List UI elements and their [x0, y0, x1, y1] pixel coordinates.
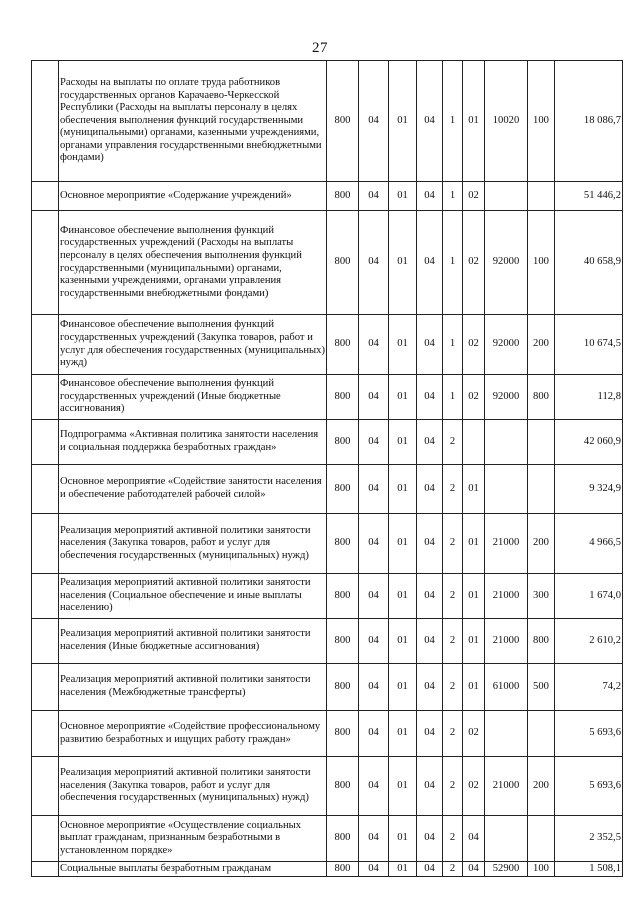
subprogram-code: 2 — [443, 816, 463, 862]
table-row — [32, 757, 623, 816]
expense-type-code: 800 — [528, 375, 555, 420]
activity-code: 01 — [463, 514, 485, 574]
subsection-code: 01 — [389, 574, 417, 619]
program-code: 04 — [417, 211, 443, 315]
activity-code — [463, 420, 485, 465]
subsection-code: 01 — [389, 211, 417, 315]
blank-cell — [32, 420, 59, 465]
grbs-code: 800 — [327, 711, 359, 757]
program-code: 04 — [417, 816, 443, 862]
subsection-code: 01 — [389, 757, 417, 816]
amount: 1 674,0 — [555, 574, 623, 619]
table-row — [32, 375, 623, 420]
blank-cell — [32, 182, 59, 211]
subsection-code: 01 — [389, 711, 417, 757]
direction-code: 92000 — [485, 375, 528, 420]
direction-code — [485, 182, 528, 211]
table-row — [32, 465, 623, 514]
expense-type-code: 800 — [528, 619, 555, 664]
subprogram-code: 2 — [443, 711, 463, 757]
expense-type-code: 500 — [528, 664, 555, 711]
subprogram-code: 2 — [443, 862, 463, 877]
program-code: 04 — [417, 61, 443, 182]
subsection-code: 01 — [389, 375, 417, 420]
subprogram-code: 1 — [443, 211, 463, 315]
program-code: 04 — [417, 375, 443, 420]
amount: 10 674,5 — [555, 315, 623, 375]
section-code: 04 — [359, 420, 389, 465]
table-row — [32, 182, 623, 211]
subsection-code: 01 — [389, 420, 417, 465]
direction-code — [485, 465, 528, 514]
direction-code — [485, 711, 528, 757]
row-name: Основное мероприятие «Содержание учреждений» — [59, 182, 327, 211]
section-code: 04 — [359, 375, 389, 420]
subprogram-code: 2 — [443, 514, 463, 574]
amount: 18 086,7 — [555, 61, 623, 182]
section-code: 04 — [359, 619, 389, 664]
direction-code — [485, 420, 528, 465]
activity-code: 02 — [463, 211, 485, 315]
row-name: Реализация мероприятий активной политики занятости населения (Межбюджетные трансферты) — [59, 664, 327, 711]
section-code: 04 — [359, 862, 389, 877]
expense-type-code — [528, 816, 555, 862]
row-name: Расходы на выплаты по оплате труда работников государственных органов Карачаево-Черкесской Республики (Расходы на выплаты персоналу в целях обеспечения выполнения функций государственными (муниципальными) органами, казенными учреждениями, органами управления государственными внебюджетными фондами) — [59, 61, 327, 182]
section-code: 04 — [359, 182, 389, 211]
amount: 2 610,2 — [555, 619, 623, 664]
row-name: Реализация мероприятий активной политики занятости населения (Иные бюджетные ассигнования) — [59, 619, 327, 664]
section-code: 04 — [359, 574, 389, 619]
section-code: 04 — [359, 61, 389, 182]
row-name: Финансовое обеспечение выполнения функций государственных учреждений (Иные бюджетные ассигнования) — [59, 375, 327, 420]
subsection-code: 01 — [389, 816, 417, 862]
grbs-code: 800 — [327, 182, 359, 211]
row-name: Реализация мероприятий активной политики занятости населения (Закупка товаров, работ и услуг для обеспечения государственных (муниципальных) нужд) — [59, 514, 327, 574]
activity-code: 02 — [463, 375, 485, 420]
table-row — [32, 61, 623, 182]
blank-cell — [32, 664, 59, 711]
activity-code: 01 — [463, 61, 485, 182]
expense-type-code — [528, 711, 555, 757]
row-name: Подпрограмма «Активная политика занятости населения и социальная поддержка безработных граждан» — [59, 420, 327, 465]
grbs-code: 800 — [327, 816, 359, 862]
grbs-code: 800 — [327, 465, 359, 514]
table-row — [32, 816, 623, 862]
section-code: 04 — [359, 465, 389, 514]
blank-cell — [32, 375, 59, 420]
direction-code: 10020 — [485, 61, 528, 182]
activity-code: 04 — [463, 862, 485, 877]
direction-code: 92000 — [485, 315, 528, 375]
amount: 112,8 — [555, 375, 623, 420]
subsection-code: 01 — [389, 664, 417, 711]
expense-type-code: 100 — [528, 61, 555, 182]
blank-cell — [32, 315, 59, 375]
blank-cell — [32, 757, 59, 816]
direction-code: 52900 — [485, 862, 528, 877]
expense-type-code — [528, 420, 555, 465]
row-name: Социальные выплаты безработным гражданам — [59, 862, 327, 877]
section-code: 04 — [359, 757, 389, 816]
grbs-code: 800 — [327, 619, 359, 664]
amount: 4 966,5 — [555, 514, 623, 574]
activity-code: 02 — [463, 711, 485, 757]
subsection-code: 01 — [389, 619, 417, 664]
table-row — [32, 514, 623, 574]
subsection-code: 01 — [389, 182, 417, 211]
grbs-code: 800 — [327, 757, 359, 816]
activity-code: 02 — [463, 757, 485, 816]
amount: 9 324,9 — [555, 465, 623, 514]
grbs-code: 800 — [327, 375, 359, 420]
budget-table — [31, 60, 623, 877]
section-code: 04 — [359, 211, 389, 315]
direction-code — [485, 816, 528, 862]
blank-cell — [32, 514, 59, 574]
program-code: 04 — [417, 862, 443, 877]
subprogram-code: 2 — [443, 465, 463, 514]
blank-cell — [32, 816, 59, 862]
expense-type-code: 200 — [528, 315, 555, 375]
blank-cell — [32, 862, 59, 877]
blank-cell — [32, 61, 59, 182]
blank-cell — [32, 574, 59, 619]
subprogram-code: 2 — [443, 664, 463, 711]
subprogram-code: 2 — [443, 619, 463, 664]
program-code: 04 — [417, 420, 443, 465]
row-name: Реализация мероприятий активной политики занятости населения (Социальное обеспечение и иные выплаты населению) — [59, 574, 327, 619]
section-code: 04 — [359, 514, 389, 574]
grbs-code: 800 — [327, 574, 359, 619]
expense-type-code — [528, 182, 555, 211]
table-row — [32, 420, 623, 465]
subprogram-code: 1 — [443, 61, 463, 182]
subsection-code: 01 — [389, 514, 417, 574]
section-code: 04 — [359, 664, 389, 711]
expense-type-code: 300 — [528, 574, 555, 619]
direction-code: 21000 — [485, 574, 528, 619]
subprogram-code: 1 — [443, 375, 463, 420]
program-code: 04 — [417, 315, 443, 375]
subsection-code: 01 — [389, 465, 417, 514]
program-code: 04 — [417, 465, 443, 514]
grbs-code: 800 — [327, 862, 359, 877]
table-row — [32, 862, 623, 877]
direction-code: 92000 — [485, 211, 528, 315]
program-code: 04 — [417, 664, 443, 711]
expense-type-code: 100 — [528, 862, 555, 877]
activity-code: 01 — [463, 664, 485, 711]
amount: 1 508,1 — [555, 862, 623, 877]
activity-code: 01 — [463, 574, 485, 619]
program-code: 04 — [417, 711, 443, 757]
blank-cell — [32, 211, 59, 315]
amount: 5 693,6 — [555, 757, 623, 816]
grbs-code: 800 — [327, 315, 359, 375]
program-code: 04 — [417, 757, 443, 816]
table-row — [32, 211, 623, 315]
expense-type-code: 200 — [528, 514, 555, 574]
activity-code: 01 — [463, 465, 485, 514]
subprogram-code: 2 — [443, 757, 463, 816]
section-code: 04 — [359, 816, 389, 862]
expense-type-code: 200 — [528, 757, 555, 816]
table-row — [32, 711, 623, 757]
direction-code: 61000 — [485, 664, 528, 711]
subprogram-code: 2 — [443, 574, 463, 619]
subsection-code: 01 — [389, 315, 417, 375]
grbs-code: 800 — [327, 664, 359, 711]
direction-code: 21000 — [485, 619, 528, 664]
table-row — [32, 664, 623, 711]
subprogram-code: 1 — [443, 182, 463, 211]
amount: 51 446,2 — [555, 182, 623, 211]
section-code: 04 — [359, 315, 389, 375]
table-row — [32, 315, 623, 375]
expense-type-code — [528, 465, 555, 514]
grbs-code: 800 — [327, 420, 359, 465]
row-name: Основное мероприятие «Осуществление социальных выплат гражданам, признанным безработными в установленном порядке» — [59, 816, 327, 862]
table-row — [32, 619, 623, 664]
subprogram-code: 1 — [443, 315, 463, 375]
page-number: 27 — [312, 40, 328, 56]
blank-cell — [32, 465, 59, 514]
grbs-code: 800 — [327, 61, 359, 182]
program-code: 04 — [417, 574, 443, 619]
row-name: Финансовое обеспечение выполнения функций государственных учреждений (Расходы на выплаты персоналу в целях обеспечения выполнения функций государственными (муниципальными) органами, казенными учреждениями, органами управления государственными внебюджетными фондами) — [59, 211, 327, 315]
amount: 5 693,6 — [555, 711, 623, 757]
activity-code: 01 — [463, 619, 485, 664]
budget-table-body — [32, 61, 623, 877]
blank-cell — [32, 711, 59, 757]
program-code: 04 — [417, 182, 443, 211]
amount: 74,2 — [555, 664, 623, 711]
direction-code: 21000 — [485, 757, 528, 816]
direction-code: 21000 — [485, 514, 528, 574]
program-code: 04 — [417, 514, 443, 574]
activity-code: 04 — [463, 816, 485, 862]
program-code: 04 — [417, 619, 443, 664]
amount: 40 658,9 — [555, 211, 623, 315]
row-name: Основное мероприятие «Содействие занятости населения и обеспечение работодателей рабочей силой» — [59, 465, 327, 514]
grbs-code: 800 — [327, 514, 359, 574]
subsection-code: 01 — [389, 61, 417, 182]
blank-cell — [32, 619, 59, 664]
expense-type-code: 100 — [528, 211, 555, 315]
section-code: 04 — [359, 711, 389, 757]
row-name: Реализация мероприятий активной политики занятости населения (Закупка товаров, работ и услуг для обеспечения государственных (муниципальных) нужд) — [59, 757, 327, 816]
row-name: Основное мероприятие «Содействие профессиональному развитию безработных и ищущих работу граждан» — [59, 711, 327, 757]
activity-code: 02 — [463, 182, 485, 211]
activity-code: 02 — [463, 315, 485, 375]
subsection-code: 01 — [389, 862, 417, 877]
subprogram-code: 2 — [443, 420, 463, 465]
amount: 2 352,5 — [555, 816, 623, 862]
amount: 42 060,9 — [555, 420, 623, 465]
table-row — [32, 574, 623, 619]
row-name: Финансовое обеспечение выполнения функций государственных учреждений (Закупка товаров, работ и услуг для обеспечения государственных (муниципальных) нужд) — [59, 315, 327, 375]
grbs-code: 800 — [327, 211, 359, 315]
